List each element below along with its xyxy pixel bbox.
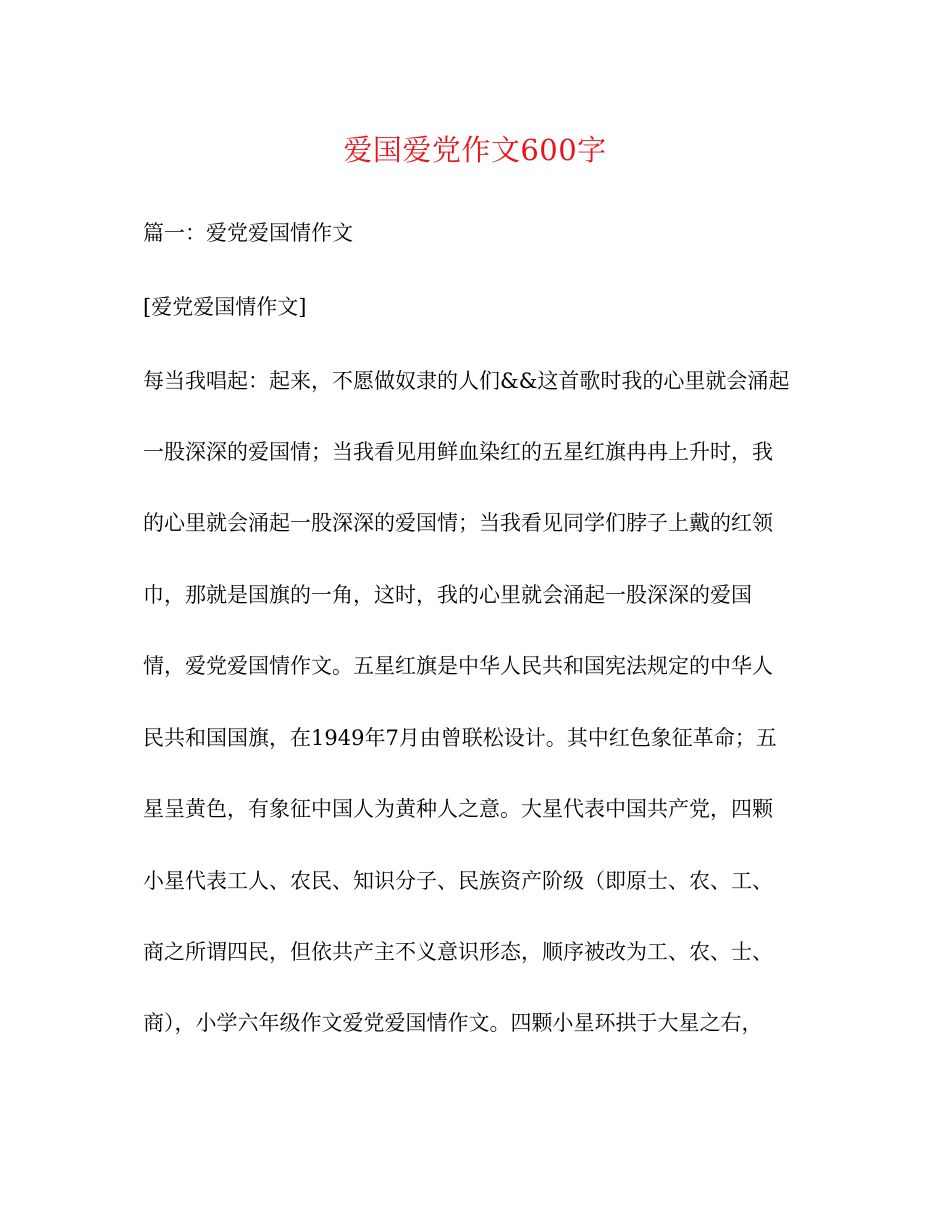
body-line: 商之所谓四民，但依共产主不义意识形态，顺序被改为工、农、士、: [143, 940, 773, 964]
body-line: 每当我唱起：起来，不愿做奴隶的人们&&这首歌时我的心里就会涌起: [143, 369, 790, 393]
body-line: 情，爱党爱国情作文。五星红旗是中华人民共和国宪法规定的中华人: [143, 654, 773, 678]
body-line: 商），小学六年级作文爱党爱国情作文。四颗小星环拱于大星之右，: [143, 1011, 763, 1035]
bracket-heading: [爱党爱国情作文]: [143, 295, 307, 319]
body-line: 民共和国国旗，在1949年7月由曾联松设计。其中红色象征革命；五: [143, 726, 777, 750]
body-line: 巾，那就是国旗的一角，这时，我的心里就会涌起一股深深的爱国: [143, 583, 752, 607]
body-line: 的心里就会涌起一股深深的爱国情；当我看见同学们脖子上戴的红领: [143, 511, 773, 535]
body-line: 小星代表工人、农民、知识分子、民族资产阶级（即原士、农、工、: [143, 869, 773, 893]
document-title: 爱国爱党作文600字: [343, 133, 607, 167]
body-line: 星呈黄色，有象征中国人为黄种人之意。大星代表中国共产党，四颗: [143, 797, 773, 821]
section-heading: 篇一：爱党爱国情作文: [143, 221, 353, 245]
body-line: 一股深深的爱国情；当我看见用鲜血染红的五星红旗冉冉上升时，我: [143, 440, 773, 464]
